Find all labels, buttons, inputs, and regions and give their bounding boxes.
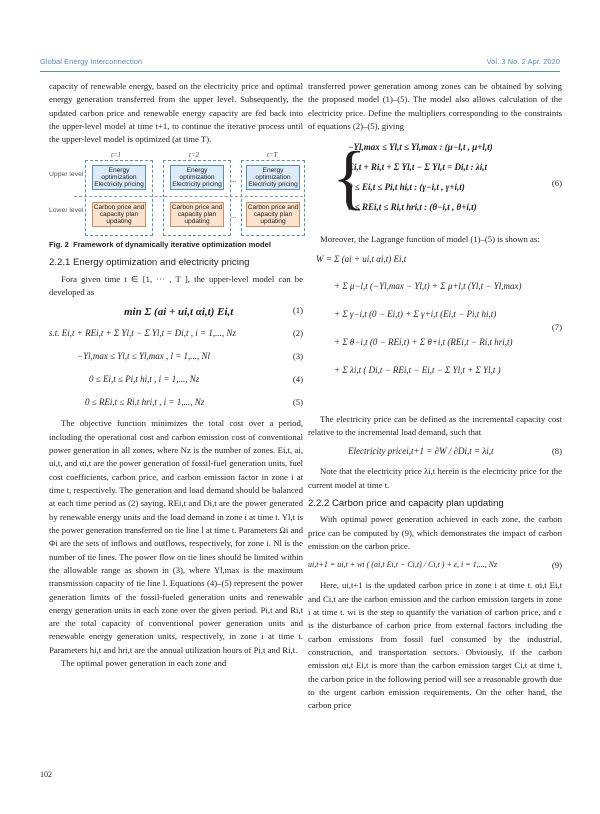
equation-line: W = Σ (ai + ui,t αi,t) Ei,t: [316, 253, 407, 264]
upper-box: Energy optimization Electricity pricing: [246, 165, 300, 190]
equation-number: (3): [292, 351, 303, 362]
equation-number: (4): [292, 374, 303, 385]
figure-number: Fig. 2: [49, 239, 69, 249]
page-number: 102: [40, 770, 52, 779]
section-title: 2.2.1 Energy optimization and electricity pricing: [49, 257, 250, 269]
time-label: t=1: [111, 151, 121, 159]
time-label: t=2: [189, 151, 199, 159]
equation-number: (1): [292, 305, 303, 316]
equation-body: min Σ (ai + ui,t αi,t) Ei,t: [124, 306, 234, 319]
level-divider: [74, 196, 303, 197]
equation-5: [49, 394, 303, 414]
equation-6-lines: [348, 141, 493, 214]
section-title: 2.2.2 Carbon price and capacity plan updating: [308, 497, 504, 509]
equation-body: s.t. Ei,t + REi,t + Σ Yl,t − Σ Yl,t = Di,t , i = 1,..., Nz: [49, 328, 236, 339]
figure-caption: [49, 239, 303, 251]
upper-level-label: Upper level: [49, 170, 84, 178]
paragraph: capacity of renewable energy, based on the electricity price and optimal energy generation transferred from the upper level. Subsequently, the updated carbon price and renewable energy capacity are fed back into the upper-level model at time t+1, to continue the iterative process until the upper-level model is optimized (at time T).: [49, 81, 303, 145]
paragraph: The optimal power generation in each zone and: [61, 658, 227, 669]
lower-level-label: Lower level: [49, 206, 84, 214]
equation-number: (6): [551, 178, 562, 189]
paragraph: Note that the electricity price λi,t herein is the electricity price for the current model at time t.: [308, 466, 562, 490]
equation-3: [49, 348, 303, 368]
figure-title: Framework of dynamically iterative optimization model: [73, 239, 271, 249]
lower-box: Carbon price and capacity plan updating: [92, 202, 146, 227]
equation-body: 0 ≤ REi,t ≤ Ri,t hri,t , i = 1,..., Nz: [85, 397, 205, 408]
equation-line: Ei,t + Ri,t + Σ Yl,t − Σ Yl,t = Di,t : λi,t: [348, 162, 487, 173]
equation-line: 0 ≤ Ei,t ≤ Pi,t hi,t : (γ−i,t , γ+i,t): [348, 181, 465, 192]
equation-number: (7): [551, 321, 562, 332]
equation-line: −Yl,max ≤ Yl,t ≤ Yl,max : (μ−l,t , μ+l,t): [348, 142, 493, 153]
left-column: [49, 80, 303, 670]
paragraph: With optimal power generation achieved in each zone, the carbon price can be computed by (9), which demonstrates the impact of carbon emission on the carbon price.: [308, 514, 562, 552]
issue-info: Vol. 3 No. 2 Apr. 2020: [486, 57, 560, 66]
equation-7: [308, 249, 562, 411]
header-rule: [40, 71, 560, 72]
paragraph: The electricity price can be defined as the incremental capacity cost relative to the incremental load demand, such that: [308, 413, 562, 437]
equation-brace: {: [332, 137, 367, 218]
ellipsis: ...: [231, 175, 237, 184]
time-label: t=T: [267, 151, 278, 159]
lower-box: Carbon price and capacity plan updating: [246, 202, 300, 227]
equation-number: (2): [292, 328, 303, 339]
equation-1: [49, 302, 303, 322]
ellipsis: ...: [231, 211, 237, 220]
equation-number: (9): [551, 560, 562, 571]
running-header: [40, 57, 560, 71]
equation-number: (5): [292, 397, 303, 408]
equation-number: (8): [551, 446, 562, 457]
equation-line: + Σ θ−i,t (0 − REi,t) + Σ θ+i,t (REi,t − Ri,t hri,t): [334, 336, 513, 347]
equation-7-lines: [316, 253, 522, 378]
equation-line: + Σ γ−i,t (0 − Ei,t) + Σ γ+i,t (Ei,t − Pi,t hi,t): [334, 309, 497, 320]
equation-2: [49, 325, 303, 345]
equation-9: [308, 555, 562, 577]
equation-line: + Σ λi,t ( Di,t − REi,t − Ei,t − Σ Yl,t + Σ Yl,t ): [334, 364, 501, 375]
equation-line: + Σ μ−l,t (−Yl,max − Yl,t) + Σ μ+l,t (Yl,t − Yl,max): [334, 281, 522, 292]
equation-6: [308, 135, 562, 231]
paragraph: transferred power generation among zones can be obtained by solving the proposed model (1)–(5). The model also allows calculation of the electricity price. Define the multipliers corresponding to the constraints of equations (2)–(5), giving: [308, 81, 562, 131]
equation-body: −Yl,max ≤ Yl,t ≤ Yl,max , l = 1,..., Nl: [77, 351, 211, 362]
upper-box: Energy optimization Electricity pricing: [170, 165, 224, 190]
paragraph: Fora given time t ∈ [1, ··· , T ], the upper-level model can be developed as: [49, 273, 303, 298]
upper-box: Energy optimization Electricity pricing: [92, 165, 146, 190]
equation-body: 0 ≤ Ei,t ≤ Pi,t hi,t , i = 1,..., Nz: [89, 374, 200, 385]
paragraph: The objective function minimizes the total cost over a period, including the operational cost and carbon emission cost of conventional power generation in all zones, where Nz is the number of zones. Ei,t, ai, ui,t, and αi,t are the power generation of fossil-fuel generation units, fuel cost coefficients, carbon price, and carbon emission factor in zone i at time t, respectively. The generation and load demand should be balanced at each time period as (2) saying. REi,t and Di,t are the power generated by renewable energy units and the load demand in zone i at time t. Yl,t is the power generation transferred on tie line l at time t. Parameters Ωi and Φi are the sets of inflows and outflows, respectively, for zone i. Nl is the number of tie lines. The power flow on tie lines should be limited within the allowable range as shown in (3), where Yl,max is the maximum transmission capacity of tie line l. Equations (4)–(5) represent the power generation limits of the fossil-fueled generation units and renewable energy generation units in each zone over the given period. Pi,t and Ri,t are the total capacity of conventional power generation units and renewable energy generation units, respectively, in zone i at time t. Parameters hi,t and hri,t are the annual utilization hours of Pi,t and Ri,t.: [49, 418, 303, 655]
equation-4: [49, 371, 303, 391]
lower-box: Carbon price and capacity plan updating: [170, 202, 224, 227]
equation-body: Electricity pricei,t+1 = ∂W / ∂Di,t = λi,t: [348, 446, 494, 457]
figure-2: [49, 151, 303, 237]
equation-body: ui,t+1 = ui,t + wi ( (αi,t Ei,t − Ci,t) / Ci,t ) + ε, i = 1,..., Nz: [308, 560, 498, 570]
equation-line: 0 ≤ REi,t ≤ Ri,t hri,t : (θ−i,t , θ+i,t): [348, 201, 477, 212]
right-column: [308, 80, 562, 713]
paragraph: Here, ui,t+1 is the updated carbon price in zone i at time t. αi,t Ei,t and Ci,t are the carbon emission and the carbon emission targets in zone i at time t. wi is the step to quantify the variation of carbon price, and ε is the disturbance of carbon price from external factors including the carbon emissions from fossil fuel consumed by the industrial, construction, and transportation sectors. Obviously, if the carbon emission αi,t Ei,t is more than the carbon emission target Ci,t at time t, the carbon price in the following period will see a reasonable growth due to the urgent carbon emission requirements. On the other hand, the carbon price: [308, 580, 562, 711]
equation-8: [308, 441, 562, 463]
journal-name: Global Energy Interconnection: [40, 57, 143, 66]
paragraph: Moreover, the Lagrange function of model (1)–(5) is shown as:: [320, 234, 540, 245]
